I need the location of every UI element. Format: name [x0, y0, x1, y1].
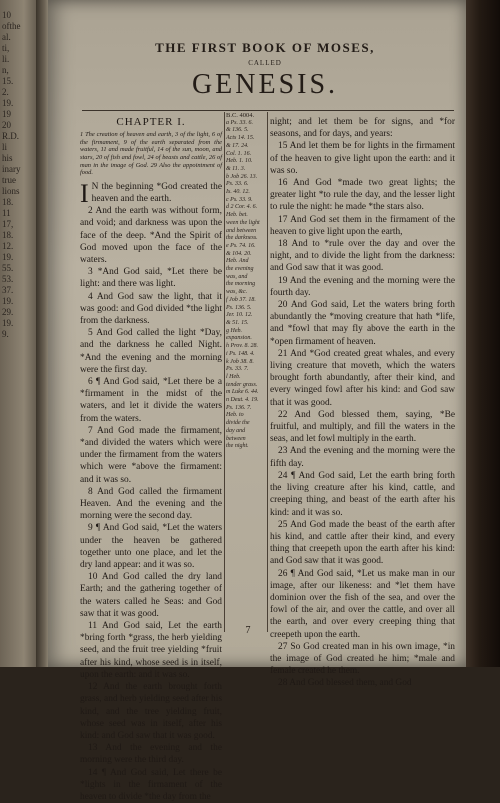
- chapter-summary: 1 The creation of heaven and earth, 3 of the light, 6 of the firmament, 9 of the earth separated from the waters, 11 and made fruitful, 14 of the sun, moon, and stars, 20 of fish and fowl, 24 of beasts and cattle, 26 of man in the image of God. 29 Also the appointment of food.: [80, 131, 222, 177]
- left-page-fragment: his: [2, 153, 13, 163]
- left-page-edge: [0, 0, 40, 667]
- left-page-fragment: 11: [2, 208, 11, 218]
- left-page-fragment: 18.: [2, 230, 14, 240]
- left-page-fragment: 19.: [2, 296, 14, 306]
- verse: 6 ¶ And God said, *Let there be a *firmament in the midst of the waters, and let it divide the waters from the waters.: [80, 377, 222, 424]
- left-page-fragment: 53.: [2, 274, 14, 284]
- left-page-fragment: ti,: [2, 43, 10, 53]
- left-page-fragment: R.D.: [2, 131, 20, 141]
- margin-reference: Heb. bet.: [226, 212, 248, 219]
- left-page-fragment: li.: [2, 54, 10, 64]
- margin-reference: Heb. And: [226, 258, 249, 265]
- verse: 24 ¶ And God said, Let the earth bring forth the living creature after his kind, cattle, and creeping thing, and beast of the earth after his kind: and it was so.: [270, 470, 455, 518]
- margin-reference: c Ps. 33. 9.: [226, 196, 253, 203]
- margin-reference: k Job 38. 8.: [226, 358, 254, 365]
- verse: N the beginning *God created the heaven and the earth.: [91, 181, 222, 204]
- left-page-fragment: 29.: [2, 307, 14, 317]
- margin-reference: Ps. 33. 6.: [226, 181, 249, 188]
- margin-reference: the darkness.: [226, 235, 258, 242]
- margin-reference: divide the: [226, 420, 250, 427]
- left-page-fragment: 19.: [2, 98, 14, 108]
- margin-reference: & 17. 24.: [226, 142, 249, 149]
- page-header: [80, 40, 450, 101]
- book-cover-edge: [466, 0, 500, 667]
- verse: 9 ¶ And God said, *Let the waters under the heaven be gathered together unto one place, and let the dry land appear: and it was so.: [80, 523, 222, 571]
- verse: 11 And God said, Let the earth *bring forth *grass, the herb yielding seed, and the fruit tree yielding *fruit after his kind, whose seed is in itself, upon the earth: and it was so.: [80, 621, 222, 680]
- verse: 5 And God called the light *Day, and the darkness he called Night. *And the evening and the morning were the first day.: [80, 328, 222, 375]
- called-label: CALLED: [248, 59, 282, 67]
- verse: 18 And to *rule over the day and over the night, and to divide the light from the darkness: and God saw that it was good.: [270, 239, 455, 274]
- margin-reference: Ps. 136. 5.: [226, 304, 252, 311]
- left-page-fragment: 18.: [2, 197, 14, 207]
- verse: 14 ¶ And God said, Let there be *lights in the firmament of the heaven to divide *the day from the: [80, 767, 222, 802]
- verse: 2 And the earth was without form, and void; and darkness was upon the face of the deep. *And the Spirit of God moved upon the face of the waters.: [80, 206, 222, 265]
- margin-reference: Col. 1. 16.: [226, 150, 252, 157]
- margin-reference: the evening: [226, 266, 254, 273]
- left-page-fragment: n,: [2, 65, 9, 75]
- verse: 13 And the evening and the morning were the third day.: [80, 743, 222, 766]
- verse: 27 So God created man in his own image, *in the image of God created he him; *male and female created he them.: [270, 641, 455, 677]
- margin-reference: the night.: [226, 443, 249, 450]
- margin-reference: i Ps. 148. 4.: [226, 350, 255, 357]
- margin-reference: & 136. 5.: [226, 127, 249, 134]
- left-page-fragment: lions: [2, 186, 20, 196]
- verse: 15 And let them be for lights in the firmament of the heaven to give light upon the earth: and it was so.: [270, 141, 455, 176]
- verse: 23 And the evening and the morning were the fifth day.: [270, 446, 455, 469]
- margin-reference: Ps. 136. 7.: [226, 404, 252, 411]
- margin-reference: a Ps. 33. 6.: [226, 119, 253, 126]
- margin-reference: Is. 40. 12.: [226, 189, 250, 196]
- verse: 19 And the evening and the morning were the fourth day.: [270, 275, 455, 298]
- left-page-fragment: 2.: [2, 87, 9, 97]
- left-page-fragment: 15.: [2, 76, 14, 86]
- left-page-fragment: 55.: [2, 263, 14, 273]
- margin-reference: Heb. to: [226, 412, 244, 419]
- verse: 3 *And God said, *Let there be light: and there was light.: [80, 267, 222, 290]
- page-number: 7: [245, 625, 251, 636]
- verse: 20 And God said, Let the waters bring forth abundantly the *moving creature that hath *life, and *fowl that may fly above the earth in the *open firmament of heaven.: [270, 300, 455, 347]
- verse: 21 And *God created great whales, and every living creature that moveth, which the waters brought forth abundantly, after their kind, and every winged fowl after his kind: and God saw that it was good.: [270, 348, 455, 408]
- drop-cap: I: [80, 178, 89, 208]
- column-divider: [224, 112, 225, 632]
- left-page-fragment: 17,: [2, 219, 14, 229]
- left-page-fragment: 20: [2, 120, 11, 130]
- marginal-references: [226, 112, 266, 451]
- left-page-fragment: 19.: [2, 318, 14, 328]
- left-page-fragment: 9.: [2, 329, 9, 339]
- verse: 28 And God blessed them, and God: [278, 678, 412, 689]
- left-page-text-fragments: [2, 10, 36, 660]
- verses-left: [80, 178, 222, 803]
- chapter-heading: CHAPTER I.: [116, 116, 186, 128]
- left-page-fragment: al.: [2, 32, 11, 42]
- left-page-fragment: inary: [2, 164, 21, 174]
- margin-reference: g Heb.: [226, 327, 242, 334]
- book-heading: THE FIRST BOOK OF MOSES,: [155, 40, 375, 55]
- margin-reference: Jer. 10. 12.: [226, 312, 253, 319]
- margin-reference: Heb. 1. 10.: [226, 158, 253, 165]
- verse: 7 And God made the firmament, *and divided the waters which were under the firmament from the waters which were *above the firmament: and it was so.: [80, 425, 222, 485]
- left-page-fragment: 19: [2, 109, 11, 119]
- book-title: GENESIS.: [191, 69, 339, 100]
- verse: 25 And God made the beast of the earth after his kind, and cattle after their kind, and every thing that creepeth upon the earth after his kind: and God saw that it was good.: [270, 519, 455, 567]
- margin-reference: n Deut. 4. 19.: [226, 397, 259, 404]
- margin-reference: ween the light: [226, 219, 260, 226]
- verses-right: [270, 116, 455, 690]
- margin-reference: day and: [226, 427, 246, 434]
- margin-reference: e Ps. 74. 16.: [226, 242, 256, 249]
- verse: 10 And God called the dry land Earth; and the gathering together of the waters called he Seas: and God saw that it was good.: [80, 572, 222, 619]
- text-column-left: [80, 116, 222, 803]
- verse: 26 ¶ And God said, *Let us make man in our image, after our likeness: and *let them have dominion over the fish of the sea, and over the fowl of the air, and over the cattle, and over all the earth, and over every creeping thing that creepeth upon the earth.: [270, 568, 455, 640]
- verse: 12 And the earth brought forth grass, and herb yielding seed after his kind, and the tree yielding fruit, whose seed was in itself, after his kind: and God saw that it was good.: [80, 682, 222, 741]
- left-page-fragment: li: [2, 142, 8, 152]
- margin-reference: l Heb.: [226, 373, 241, 380]
- margin-reference: Ps. 33. 7.: [226, 366, 249, 373]
- text-column-right: [270, 116, 455, 690]
- margin-reference: b Job 26. 13.: [226, 173, 258, 180]
- left-page-fragment: true: [2, 175, 16, 185]
- header-rule: [82, 110, 454, 111]
- margin-reference: & 51. 15.: [226, 319, 249, 326]
- margin-reference: f Job 37. 18.: [226, 296, 256, 303]
- verse: 17 And God set them in the firmament of the heaven to give light upon the earth,: [270, 214, 455, 237]
- verse: 8 And God called the firmament Heaven. And the evening and the morning were the second day.: [80, 486, 222, 522]
- margin-reference: Acts 14. 15.: [226, 135, 255, 142]
- margin-reference: B.C. 4004.: [226, 112, 255, 119]
- verse: 22 And God blessed them, saying, *Be fruitful, and multiply, and fill the waters in the seas, and let fowl multiply in the earth.: [270, 409, 455, 445]
- margin-reference: was, and: [226, 273, 248, 280]
- margin-reference: m Luke 6. 44.: [226, 389, 259, 396]
- column-divider: [267, 112, 268, 632]
- verse: 4 And God saw the light, that it was good: and God divided *the light from the darkness.: [80, 291, 222, 326]
- margin-reference: expansion.: [226, 335, 252, 342]
- left-page-fragment: 19.: [2, 252, 14, 262]
- left-page-fragment: 12.: [2, 241, 14, 251]
- margin-reference: h Prov. 8. 28.: [226, 343, 258, 350]
- verse: night; and let them be for signs, and *for seasons, and for days, and years:: [270, 117, 455, 140]
- margin-reference: d 2 Cor. 4. 6.: [226, 204, 258, 211]
- left-page-fragment: 37.: [2, 285, 14, 295]
- margin-reference: & 104. 20.: [226, 250, 252, 257]
- left-page-fragment: ofthe: [2, 21, 21, 31]
- margin-reference: and between: [226, 227, 257, 234]
- verse: 16 And God *made two great lights; the greater light *to rule the day, and the lesser light to rule the night: he made *the stars also.: [270, 178, 455, 213]
- margin-reference: the morning: [226, 281, 256, 288]
- margin-reference: & 11. 3.: [226, 165, 246, 172]
- margin-reference: was, &c.: [226, 289, 248, 296]
- margin-reference: between: [226, 435, 246, 442]
- margin-reference: tender grass.: [226, 381, 258, 388]
- left-page-fragment: 10: [2, 10, 11, 20]
